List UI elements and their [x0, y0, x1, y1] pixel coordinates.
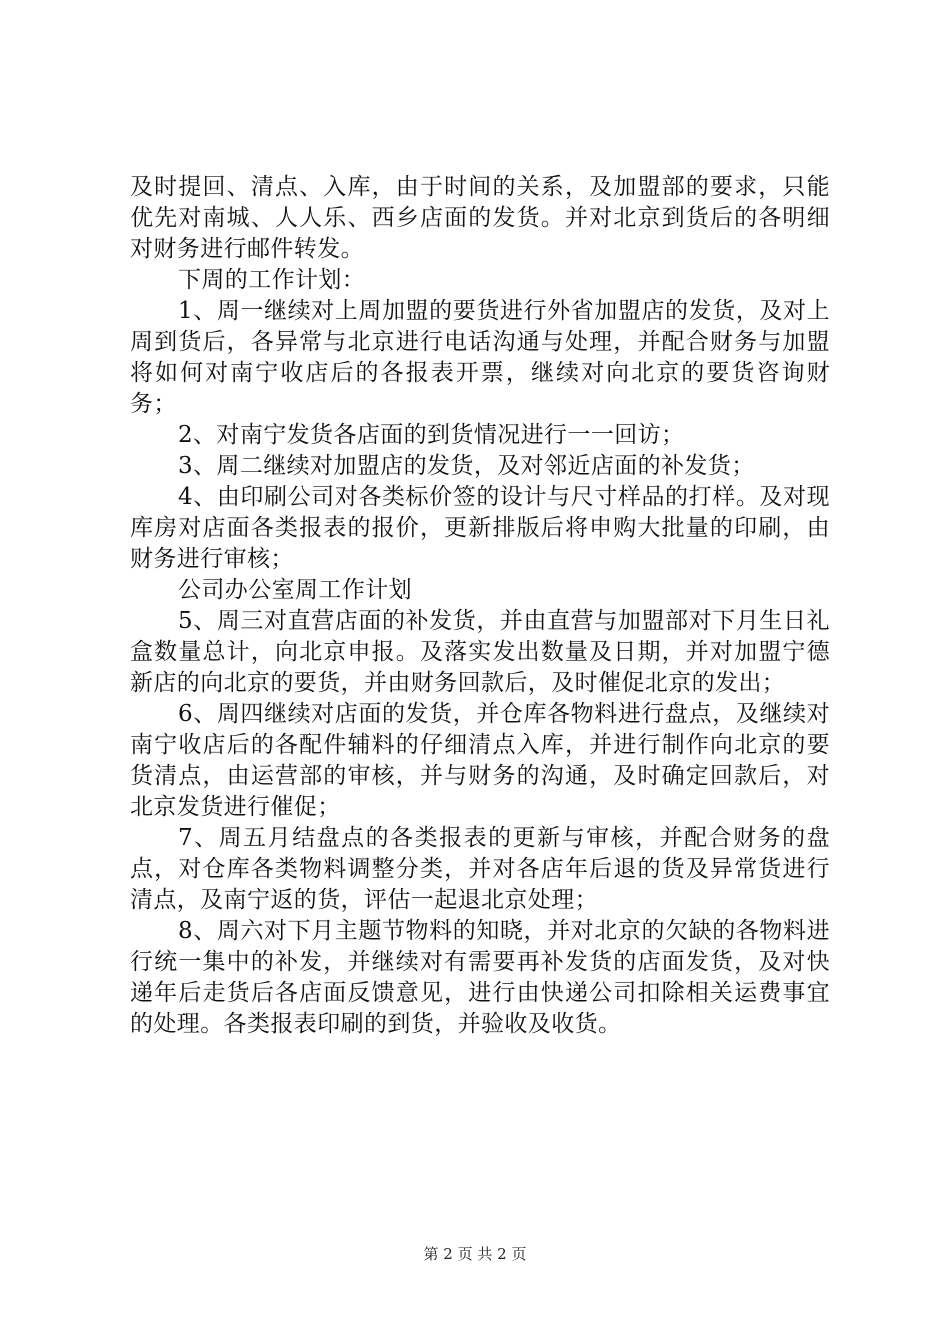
- plan-item-4: 4、由印刷公司对各类标价签的设计与尺寸样品的打样。及对现库房对店面各类报表的报价，更新排版后将申购大批量的印刷，由财务进行审核；: [130, 484, 830, 572]
- section-heading-next-week-plan: 下周的工作计划：: [178, 267, 366, 293]
- plan-item-7: 7、周五月结盘点的各类报表的更新与审核，并配合财务的盘点，对仓库各类物料调整分类，并对各店年后退的货及异常货进行清点，及南宁返的货，评估一起退北京处理；: [130, 825, 830, 913]
- plan-item-3: 3、周二继续对加盟店的发货，及对邻近店面的补发货；: [178, 453, 755, 479]
- paragraph-continuation: 及时提回、清点、入库，由于时间的关系，及加盟部的要求，只能优先对南城、人人乐、西乡店面的发货。并对北京到货后的各明细对财务进行邮件转发。: [130, 174, 830, 262]
- plan-item-1: 1、周一继续对上周加盟的要货进行外省加盟店的发货，及对上周到货后，各异常与北京进行电话沟通与处理，并配合财务与加盟将如何对南宁收店后的各报表开票，继续对向北京的要货咨询财务；: [130, 298, 830, 417]
- plan-item-5: 5、周三对直营店面的补发货，并由直营与加盟部对下月生日礼盒数量总计，向北京申报。及落实发出数量及日期，并对加盟宁德新店的向北京的要货，并由财务回款后，及时催促北京的发出；: [130, 608, 830, 696]
- page-number-footer: 第 2 页 共 2 页: [423, 1245, 527, 1263]
- plan-item-6: 6、周四继续对店面的发货，并仓库各物料进行盘点，及继续对南宁收店后的各配件辅料的仔细清点入库，并进行制作向北京的要货清点，由运营部的审核，并与财务的沟通，及时确定回款后，对北京发货进行催促；: [130, 701, 830, 820]
- plan-item-8: 8、周六对下月主题节物料的知晓，并对北京的欠缺的各物料进行统一集中的补发，并继续对有需要再补发货的店面发货，及对快递年后走货后各店面反馈意见，进行由快递公司扣除相关运费事宜的处理。各类报表印刷的到货，并验收及收货。: [130, 918, 830, 1037]
- plan-item-2: 2、对南宁发货各店面的到货情况进行一一回访；: [178, 422, 685, 448]
- section-heading-office-plan: 公司办公室周工作计划: [178, 577, 412, 603]
- document-body: [130, 172, 830, 1040]
